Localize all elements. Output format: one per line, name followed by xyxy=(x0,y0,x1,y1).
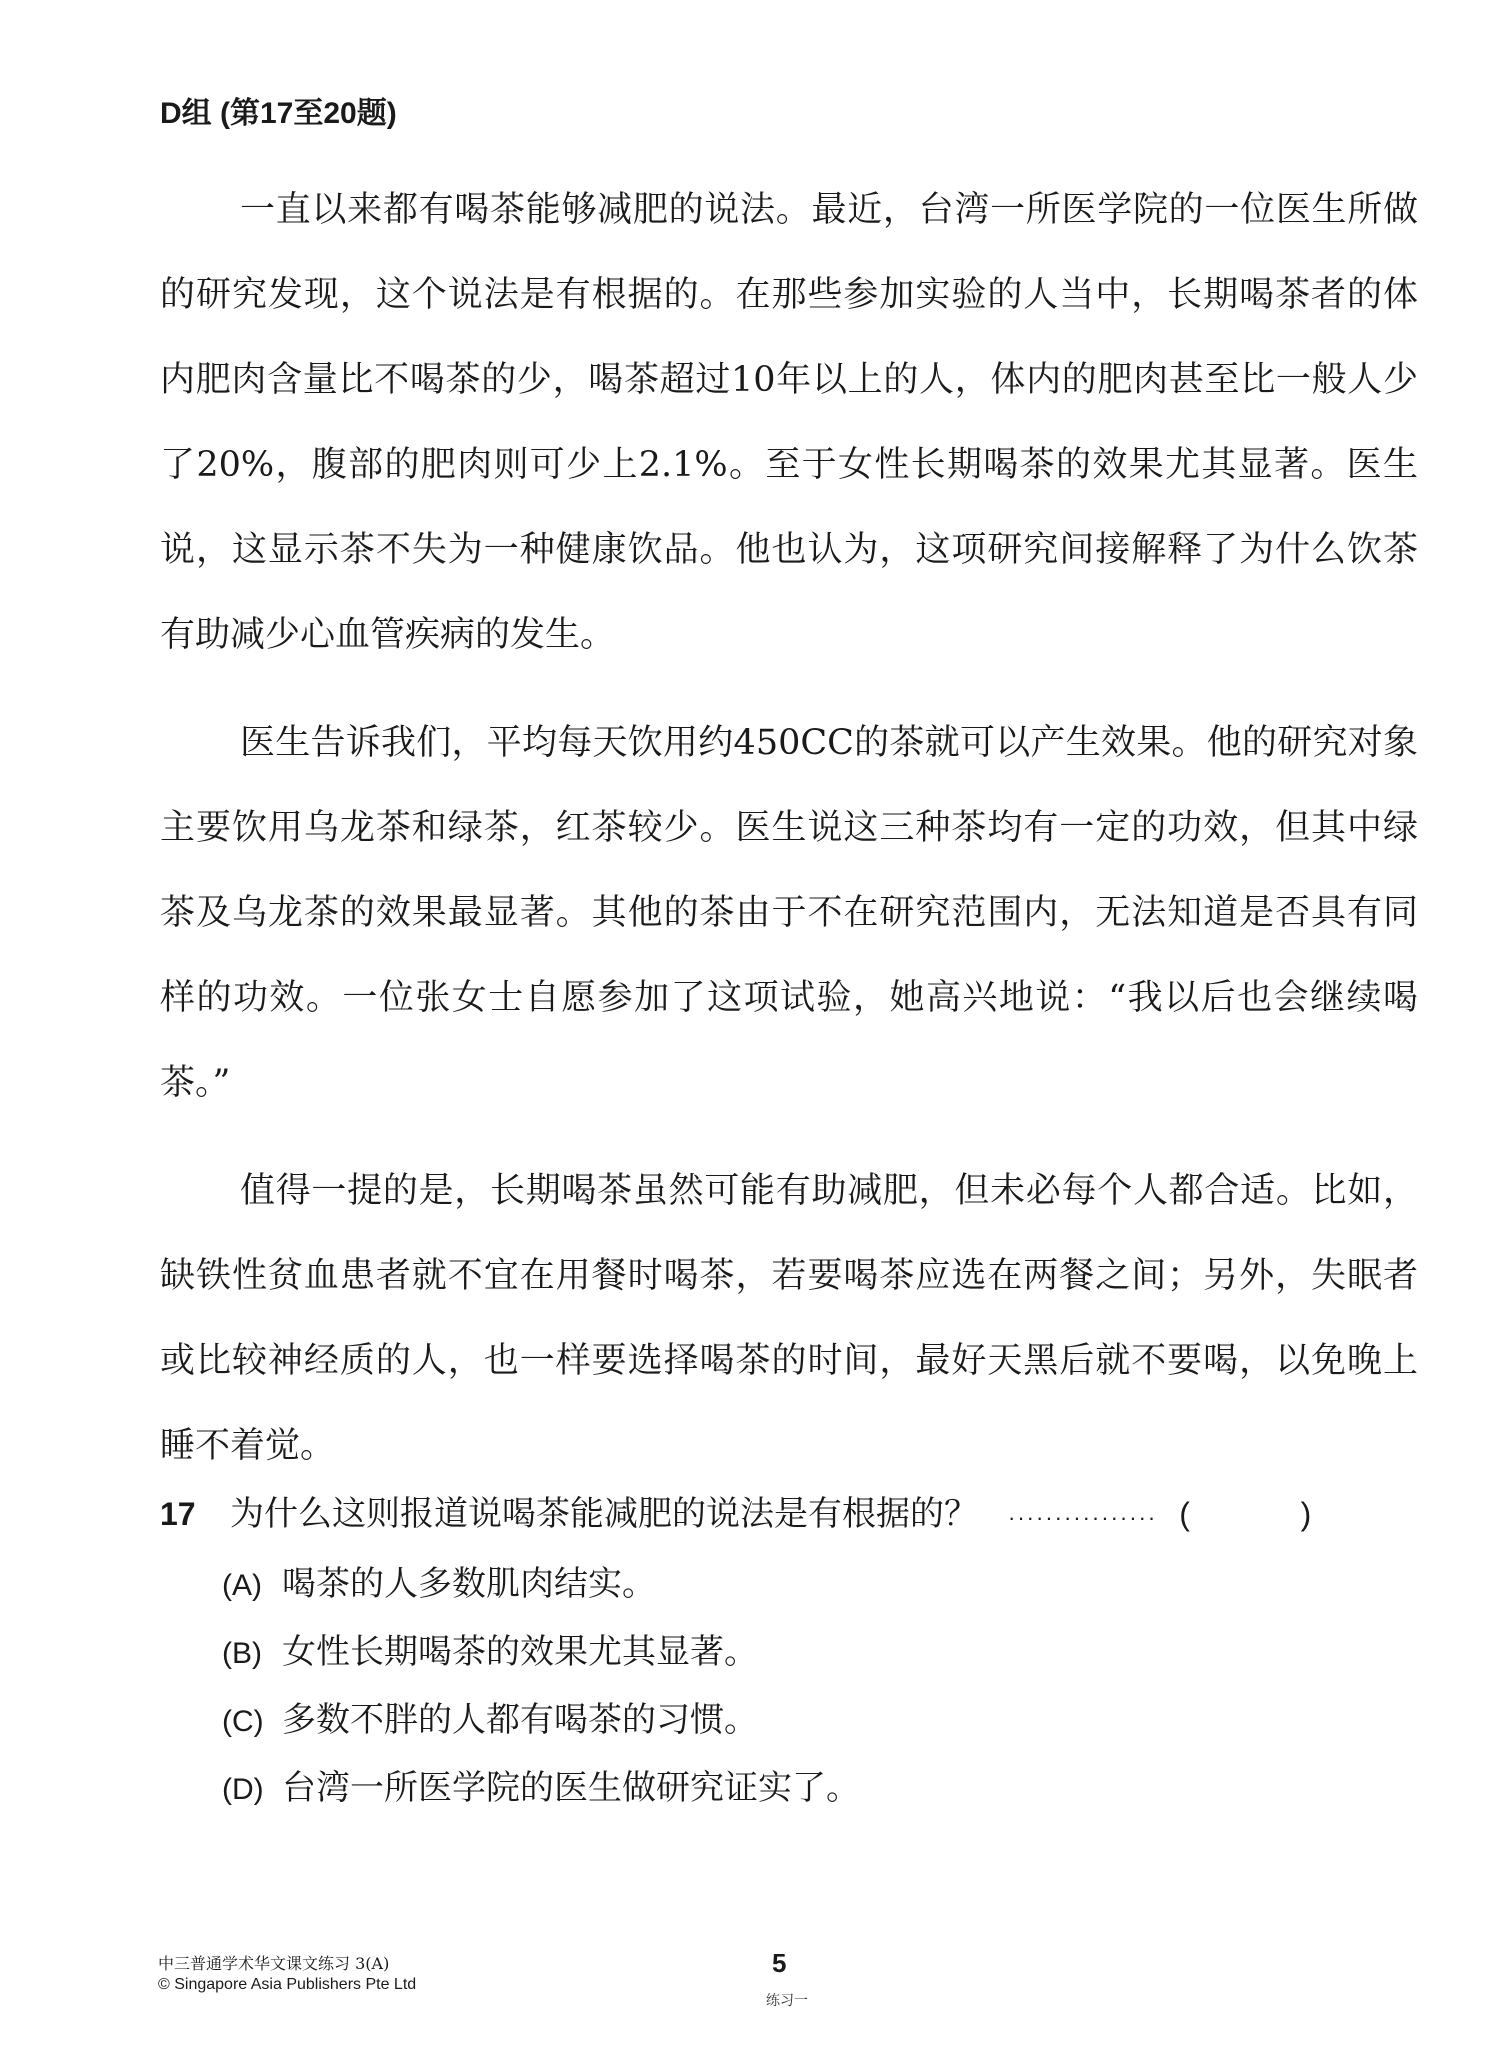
answer-options xyxy=(160,1556,1430,1828)
question-text: 为什么这则报道说喝茶能减肥的说法是有根据的？ xyxy=(230,1494,978,1534)
option-letter: (C) xyxy=(222,1705,264,1738)
option-d[interactable] xyxy=(222,1760,1430,1828)
option-text: 台湾一所医学院的医生做研究证实了。 xyxy=(282,1768,860,1808)
option-text: 女性长期喝茶的效果尤其显著。 xyxy=(282,1632,758,1672)
passage-paragraph-1: 一直以来都有喝茶能够减肥的说法。最近，台湾一所医学院的一位医生所做的研究发现，这个说法是有根据的。在那些参加实验的人当中，长期喝茶者的体内肥肉含量比不喝茶的少，喝茶超过10年以上的人，体内的肥肉甚至比一般人少了20%，腹部的肥肉则可少上2.1%。至于女性长期喝茶的效果尤其显著。医生说，这显示茶不失为一种健康饮品。他也认为，这项研究间接解释了为什么饮茶有助减少心血管疾病的发生。 xyxy=(160,190,1418,655)
question-stem xyxy=(160,1486,1430,1536)
option-letter: (A) xyxy=(222,1569,262,1602)
passage-paragraph-2: 医生告诉我们，平均每天饮用约450CC的茶就可以产生效果。他的研究对象主要饮用乌龙茶和绿茶，红茶较少。医生说这三种茶均有一定的功效，但其中绿茶及乌龙茶的效果最显著。其他的茶由于不在研究范围内，无法知道是否具有同样的功效。一位张女士自愿参加了这项试验，她高兴地说：“我以后也会继续喝茶。” xyxy=(160,723,1418,1103)
question-number: 17 xyxy=(160,1496,196,1532)
reading-passage xyxy=(160,168,1418,1489)
option-a[interactable] xyxy=(222,1556,1430,1624)
answer-bracket[interactable] xyxy=(1179,1496,1311,1533)
option-text: 喝茶的人多数肌肉结实。 xyxy=(282,1564,656,1604)
page-label: 练习一 xyxy=(766,1993,808,2009)
page-number: 5 xyxy=(772,1948,787,1978)
copyright-notice: © Singapore Asia Publishers Pte Ltd xyxy=(158,1976,417,1993)
leader-dots: ················ xyxy=(1008,1505,1158,1530)
book-title: 中三普通学术华文课文练习 3(A) xyxy=(158,1954,390,1973)
passage-paragraph-3: 值得一提的是，长期喝茶虽然可能有助减肥，但未必每个人都合适。比如，缺铁性贫血患者就不宜在用餐时喝茶，若要喝茶应选在两餐之间；另外，失眠者或比较神经质的人，也一样要选择喝茶的时间，最好天黑后就不要喝，以免晚上睡不着觉。 xyxy=(160,1171,1418,1466)
bracket-open: ( xyxy=(1179,1496,1190,1532)
option-b[interactable] xyxy=(222,1624,1430,1692)
option-letter: (B) xyxy=(222,1637,262,1670)
bracket-close: ) xyxy=(1300,1496,1312,1532)
option-letter: (D) xyxy=(222,1773,264,1806)
option-c[interactable] xyxy=(222,1692,1430,1760)
question-17 xyxy=(160,1486,1430,1828)
option-text: 多数不胖的人都有喝茶的习惯。 xyxy=(282,1700,758,1740)
footer-publisher xyxy=(158,1953,416,1995)
section-heading: D组 (第17至20题) xyxy=(160,97,397,130)
